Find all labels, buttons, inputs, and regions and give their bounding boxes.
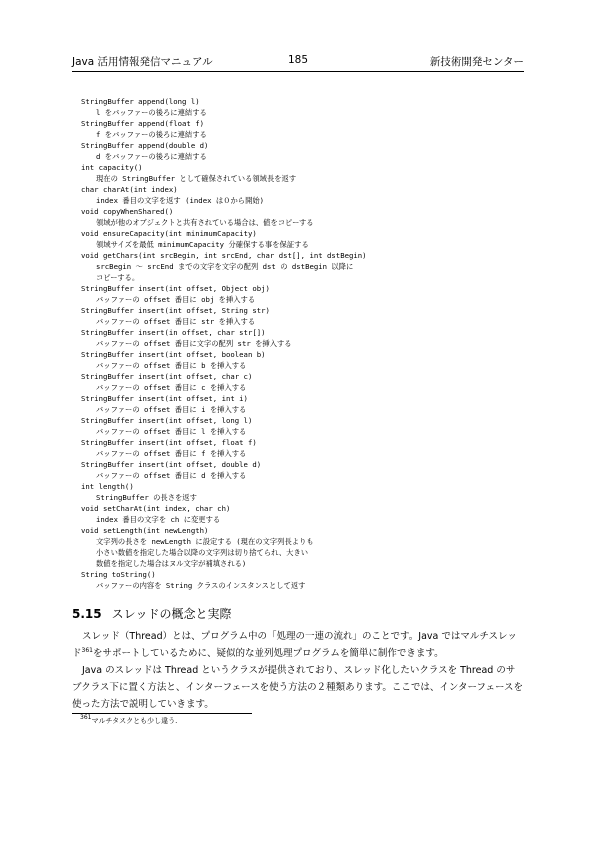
method-description: 文字列の長さを newLength に設定する (現在の文字列長よりも: [96, 537, 314, 546]
method-entry: [81, 415, 521, 437]
method-entry: [81, 283, 521, 305]
method-description: コピーする。: [96, 273, 140, 282]
method-signature: void ensureCapacity(int minimumCapacity): [81, 229, 257, 238]
method-signature: StringBuffer append(float f): [81, 119, 205, 128]
method-signature: StringBuffer insert(int offset, Object obj): [81, 284, 270, 293]
method-signature: void setCharAt(int index, char ch): [81, 504, 231, 513]
page-header: [72, 52, 524, 68]
method-signature: StringBuffer insert(int offset, long l): [81, 416, 253, 425]
method-entry: [81, 569, 521, 591]
method-signature: char charAt(int index): [81, 185, 178, 194]
body-paragraph: [72, 628, 524, 662]
method-description: 数値を指定した場合はヌル文字が補填される): [96, 559, 247, 568]
method-signature: int capacity(): [81, 163, 143, 172]
method-description: f をバッファーの後ろに連結する: [96, 130, 207, 139]
header-manual-title: Java 活用情報発信マニュアル: [72, 56, 213, 68]
method-signature: StringBuffer append(double d): [81, 141, 209, 150]
method-description: バッファーの offset 番目に b を挿入する: [96, 361, 247, 370]
method-entry: [81, 349, 521, 371]
section-body: [72, 628, 524, 713]
method-entry: [81, 228, 521, 250]
body-paragraph: [72, 662, 524, 713]
method-entry: [81, 140, 521, 162]
method-signature: StringBuffer append(long l): [81, 97, 200, 106]
footnote-rule: [72, 713, 252, 714]
page-number: 185: [288, 54, 309, 66]
stringbuffer-method-list: [81, 96, 521, 591]
section-heading: [72, 605, 232, 622]
method-description: index 番目の文字を ch に変更する: [96, 515, 221, 524]
method-signature: StringBuffer insert(int offset, int i): [81, 394, 248, 403]
method-entry: [81, 459, 521, 481]
method-signature: StringBuffer insert(int offset, double d): [81, 460, 262, 469]
header-organization: 新技術開発センター: [429, 56, 524, 68]
method-entry: [81, 96, 521, 118]
method-entry: [81, 481, 521, 503]
method-description: バッファーの内容を String クラスのインスタンスとして返す: [96, 581, 306, 590]
paragraph-text: スレッド（Thread）とは、プログラム中の「処理の一連の流れ」のことです。Java ではマルチスレッド: [72, 631, 517, 659]
method-signature: String toString(): [81, 570, 156, 579]
method-signature: void copyWhenShared(): [81, 207, 174, 216]
method-signature: void getChars(int srcBegin, int srcEnd, char dst[], int dstBegin): [81, 251, 367, 260]
method-description: 小さい数値を指定した場合以降の文字列は切り捨てられ、大きい: [96, 548, 309, 557]
method-description: バッファーの offset 番目に文字の配列 str を挿入する: [96, 339, 292, 348]
method-description: バッファーの offset 番目に l を挿入する: [96, 427, 247, 436]
method-description: StringBuffer の長さを返す: [96, 493, 197, 502]
method-entry: [81, 393, 521, 415]
paragraph-text: をサポートしているために、疑似的な並列処理プログラムを簡単に制作できます。: [92, 648, 444, 659]
method-entry: [81, 305, 521, 327]
method-description: l をバッファーの後ろに連結する: [96, 108, 207, 117]
method-description: 領域が他のオブジェクトと共有されている場合は、値をコピーする: [96, 218, 314, 227]
method-description: バッファーの offset 番目に str を挿入する: [96, 317, 256, 326]
method-signature: void setLength(int newLength): [81, 526, 209, 535]
method-signature: StringBuffer insert(int offset, char c): [81, 372, 253, 381]
method-description: index 番目の文字を返す (index は０から開始): [96, 196, 265, 205]
method-entry: [81, 250, 521, 283]
method-entry: [81, 371, 521, 393]
method-entry: [81, 327, 521, 349]
method-description: 現在の StringBuffer として確保されている領域長を返す: [96, 174, 297, 183]
method-entry: [81, 503, 521, 525]
footnote-text: マルチタスクとも少し違う.: [91, 717, 178, 725]
method-signature: StringBuffer insert(int offset, boolean b): [81, 350, 266, 359]
method-entry: [81, 162, 521, 184]
method-entry: [81, 118, 521, 140]
method-signature: StringBuffer insert(int offset, String str): [81, 306, 270, 315]
method-description: バッファーの offset 番目に obj を挿入する: [96, 295, 256, 304]
method-description: バッファーの offset 番目に d を挿入する: [96, 471, 247, 480]
method-description: バッファーの offset 番目に f を挿入する: [96, 449, 247, 458]
footnote-mark: 361: [80, 714, 92, 721]
method-description: バッファーの offset 番目に i を挿入する: [96, 405, 247, 414]
footnote-reference: 361: [81, 647, 93, 654]
method-signature: StringBuffer insert(in offset, char str[]): [81, 328, 266, 337]
method-entry: [81, 525, 521, 569]
paragraph-text: Java のスレッドは Thread というクラスが提供されており、スレッド化したいクラスを Thread のサブクラス下に置く方法と、インターフェースを使う方法の２種類あります。ここでは、インターフェースを使った方法で説明していきます。: [72, 665, 524, 710]
method-signature: int length(): [81, 482, 134, 491]
method-description: d をバッファーの後ろに連結する: [96, 152, 207, 161]
method-signature: StringBuffer insert(int offset, float f): [81, 438, 257, 447]
footnote: [80, 716, 177, 726]
method-entry: [81, 206, 521, 228]
method-description: srcBegin 〜 srcEnd までの文字を文字の配列 dst の dstBegin 以降に: [96, 262, 354, 271]
method-description: 領域サイズを最低 minimumCapacity 分確保する事を保証する: [96, 240, 309, 249]
header-rule: [72, 71, 524, 72]
method-entry: [81, 184, 521, 206]
method-description: バッファーの offset 番目に c を挿入する: [96, 383, 247, 392]
section-number: 5.15: [72, 607, 102, 621]
section-title: スレッドの概念と実際: [111, 607, 232, 621]
method-entry: [81, 437, 521, 459]
